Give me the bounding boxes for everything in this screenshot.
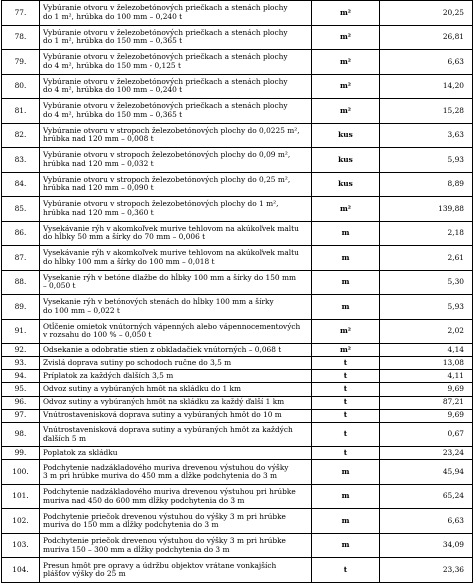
item-quantity-cell: 26,81 (380, 25, 473, 50)
item-quantity-cell: 14,20 (380, 74, 473, 99)
item-unit-cell: m (312, 460, 380, 485)
item-number-cell: 103. (2, 533, 40, 558)
quantity-table-body (2, 1, 473, 583)
item-number-cell: 83. (2, 148, 40, 173)
item-unit-cell: t (312, 409, 380, 422)
item-unit-cell: m² (312, 74, 380, 99)
item-description-cell: Vnútrostavenisková doprava sutiny a vybúraných hmôt do 10 m (40, 409, 312, 422)
item-description-cell: Vybúranie otvoru v stropoch železobetónových plochy do 0,25 m², hrúbka nad 120 mm – 0,090 t (40, 172, 312, 197)
item-description-cell: Zvislá doprava sutiny po schodoch ručne do 3,5 m (40, 357, 312, 370)
item-quantity-cell: 23,36 (380, 558, 473, 583)
item-unit-cell: m² (312, 25, 380, 50)
item-quantity-cell: 4,11 (380, 370, 473, 383)
item-description-cell: Vybúranie otvoru v železobetónových priečkach a stenách plochy do 4 m², hrúbka do 100 mm – 0,240 t (40, 74, 312, 99)
item-quantity-cell: 2,61 (380, 246, 473, 271)
item-description-cell: Vybúranie otvoru v železobetónových priečkach a stenách plochy do 1 m², hrúbka do 150 mm – 0,365 t (40, 25, 312, 50)
table-row (2, 172, 473, 197)
item-description-cell: Vysekávanie rýh v akomkoľvek murive tehlovom na akúkoľvek maltu do hĺbky 50 mm a šírky do 70 mm – 0,006 t (40, 221, 312, 246)
item-unit-cell: m² (312, 319, 380, 344)
item-unit-cell: t (312, 558, 380, 583)
item-unit-cell: m² (312, 99, 380, 124)
item-number-cell: 97. (2, 409, 40, 422)
table-row (2, 422, 473, 447)
item-description-cell: Podchytenie nadzákladového muriva drevenou výstuhou do výšky 3 m pri hrúbke muriva do 450 mm a dĺžke podchytenia do 3 m (40, 460, 312, 485)
item-quantity-cell: 34,09 (380, 533, 473, 558)
table-row (2, 357, 473, 370)
item-number-cell: 86. (2, 221, 40, 246)
item-number-cell: 87. (2, 246, 40, 271)
item-number-cell: 104. (2, 558, 40, 583)
item-quantity-cell: 6,63 (380, 50, 473, 75)
item-quantity-cell: 87,21 (380, 396, 473, 409)
item-description-cell: Vysekanie rýh v betónových stenách do hĺbky 100 mm a šírky do 100 mm – 0,022 t (40, 295, 312, 320)
item-number-cell: 88. (2, 270, 40, 295)
item-description-cell: Odvoz sutiny a vybúraných hmôt na skládku do 1 km (40, 383, 312, 396)
table-row (2, 123, 473, 148)
table-row (2, 409, 473, 422)
table-row (2, 460, 473, 485)
item-number-cell: 89. (2, 295, 40, 320)
item-number-cell: 79. (2, 50, 40, 75)
item-quantity-cell: 5,93 (380, 148, 473, 173)
item-unit-cell: t (312, 447, 380, 460)
table-row (2, 319, 473, 344)
table-row (2, 396, 473, 409)
item-quantity-cell: 3,63 (380, 123, 473, 148)
item-description-cell: Vysekávanie rýh v akomkoľvek murive tehlovom na akúkoľvek maltu do hĺbky 100 mm a šírky do 100 mm – 0,018 t (40, 246, 312, 271)
item-quantity-cell: 13,08 (380, 357, 473, 370)
table-row (2, 99, 473, 124)
item-quantity-cell: 6,63 (380, 509, 473, 534)
item-number-cell: 96. (2, 396, 40, 409)
table-row (2, 50, 473, 75)
table-row (2, 221, 473, 246)
item-number-cell: 91. (2, 319, 40, 344)
item-unit-cell: kus (312, 172, 380, 197)
item-quantity-cell: 9,69 (380, 409, 473, 422)
item-description-cell: Poplatok za skládku (40, 447, 312, 460)
item-quantity-cell: 2,18 (380, 221, 473, 246)
item-number-cell: 95. (2, 383, 40, 396)
item-number-cell: 82. (2, 123, 40, 148)
quantity-table (1, 0, 473, 583)
item-description-cell: Podchytenie priečok drevenou výstuhou do výšky 3 m pri hrúbke muriva do 150 mm a dĺžky podchytenia do 3 m (40, 509, 312, 534)
item-description-cell: Vybúranie otvoru v železobetónových priečkach a stenách plochy do 4 m², hrúbka do 150 mm - 0,125 t (40, 50, 312, 75)
table-row (2, 484, 473, 509)
item-number-cell: 80. (2, 74, 40, 99)
item-number-cell: 98. (2, 422, 40, 447)
item-quantity-cell: 5,30 (380, 270, 473, 295)
item-quantity-cell: 15,28 (380, 99, 473, 124)
item-unit-cell: m² (312, 344, 380, 357)
item-unit-cell: m (312, 484, 380, 509)
item-unit-cell: t (312, 370, 380, 383)
item-quantity-cell: 0,67 (380, 422, 473, 447)
item-description-cell: Príplatok za každých ďalších 3,5 m (40, 370, 312, 383)
item-quantity-cell: 20,25 (380, 1, 473, 26)
table-row (2, 148, 473, 173)
item-quantity-cell: 45,94 (380, 460, 473, 485)
item-quantity-cell: 4,14 (380, 344, 473, 357)
item-unit-cell: kus (312, 148, 380, 173)
item-unit-cell: m (312, 270, 380, 295)
item-description-cell: Presun hmôt pre opravy a údržbu objektov vrátane vonkajších plášťov výšky do 25 m (40, 558, 312, 583)
item-description-cell: Vybúranie otvoru v stropoch železobetónových plochy do 0,0225 m², hrúbka nad 120 mm – 0,008 t (40, 123, 312, 148)
table-row (2, 197, 473, 222)
item-number-cell: 94. (2, 370, 40, 383)
table-row (2, 25, 473, 50)
item-unit-cell: m² (312, 197, 380, 222)
item-unit-cell: m (312, 509, 380, 534)
item-number-cell: 93. (2, 357, 40, 370)
item-description-cell: Podchytenie priečok drevenou výstuhou do výšky 3 m pri hrúbke muriva 150 – 300 mm a dĺžky podchytenia do 3 m (40, 533, 312, 558)
table-row (2, 344, 473, 357)
item-unit-cell: m (312, 221, 380, 246)
item-unit-cell: m² (312, 50, 380, 75)
item-description-cell: Odsekanie a odobratie stien z obkladačiek vnútorných – 0,068 t (40, 344, 312, 357)
item-description-cell: Vybúranie otvoru v železobetónových priečkach a stenách plochy do 4 m², hrúbka do 150 mm – 0,365 t (40, 99, 312, 124)
item-number-cell: 102. (2, 509, 40, 534)
item-description-cell: Vybúranie otvoru v stropoch železobetónových plochy do 1 m², hrúbka nad 120 mm – 0,360 t (40, 197, 312, 222)
item-unit-cell: m (312, 295, 380, 320)
item-unit-cell: t (312, 396, 380, 409)
table-row (2, 74, 473, 99)
item-number-cell: 78. (2, 25, 40, 50)
table-row (2, 246, 473, 271)
table-row (2, 533, 473, 558)
item-unit-cell: t (312, 383, 380, 396)
table-row (2, 1, 473, 26)
item-quantity-cell: 5,93 (380, 295, 473, 320)
item-quantity-cell: 9,69 (380, 383, 473, 396)
table-row (2, 558, 473, 583)
item-description-cell: Vysekanie rýh v betóne dlažbe do hĺbky 100 mm a šírky do 150 mm – 0,050 t (40, 270, 312, 295)
item-unit-cell: m (312, 533, 380, 558)
item-unit-cell: t (312, 357, 380, 370)
item-quantity-cell: 2,02 (380, 319, 473, 344)
item-description-cell: Otĺčenie omietok vnútorných vápenných alebo vápennocementových v rozsahu do 100 % – 0,050 t (40, 319, 312, 344)
table-row (2, 447, 473, 460)
item-quantity-cell: 8,89 (380, 172, 473, 197)
item-number-cell: 99. (2, 447, 40, 460)
table-row (2, 509, 473, 534)
table-row (2, 370, 473, 383)
item-number-cell: 92. (2, 344, 40, 357)
item-description-cell: Vybúranie otvoru v železobetónových priečkach a stenách plochy do 1 m², hrúbka do 100 mm – 0,240 t (40, 1, 312, 26)
item-number-cell: 81. (2, 99, 40, 124)
item-number-cell: 77. (2, 1, 40, 26)
table-row (2, 383, 473, 396)
item-description-cell: Podchytenie nadzákladového muriva drevenou výstuhou pri hrúbke muriva nad 450 do 600 mm dĺžky podchytenia do 3 m (40, 484, 312, 509)
item-description-cell: Vybúranie otvoru v stropoch železobetónových plochy do 0,09 m², hrúbka nad 120 mm – 0,032 t (40, 148, 312, 173)
item-number-cell: 85. (2, 197, 40, 222)
item-unit-cell: m (312, 246, 380, 271)
item-unit-cell: t (312, 422, 380, 447)
item-quantity-cell: 139,88 (380, 197, 473, 222)
table-row (2, 295, 473, 320)
item-number-cell: 84. (2, 172, 40, 197)
item-description-cell: Odvoz sutiny a vybúraných hmôt na skládku za každý ďalší 1 km (40, 396, 312, 409)
item-description-cell: Vnútrostavenisková doprava sutiny a vybúraných hmôt za každých ďalších 5 m (40, 422, 312, 447)
item-number-cell: 100. (2, 460, 40, 485)
item-number-cell: 101. (2, 484, 40, 509)
item-unit-cell: m² (312, 1, 380, 26)
item-unit-cell: kus (312, 123, 380, 148)
item-quantity-cell: 65,24 (380, 484, 473, 509)
table-row (2, 270, 473, 295)
item-quantity-cell: 23,24 (380, 447, 473, 460)
